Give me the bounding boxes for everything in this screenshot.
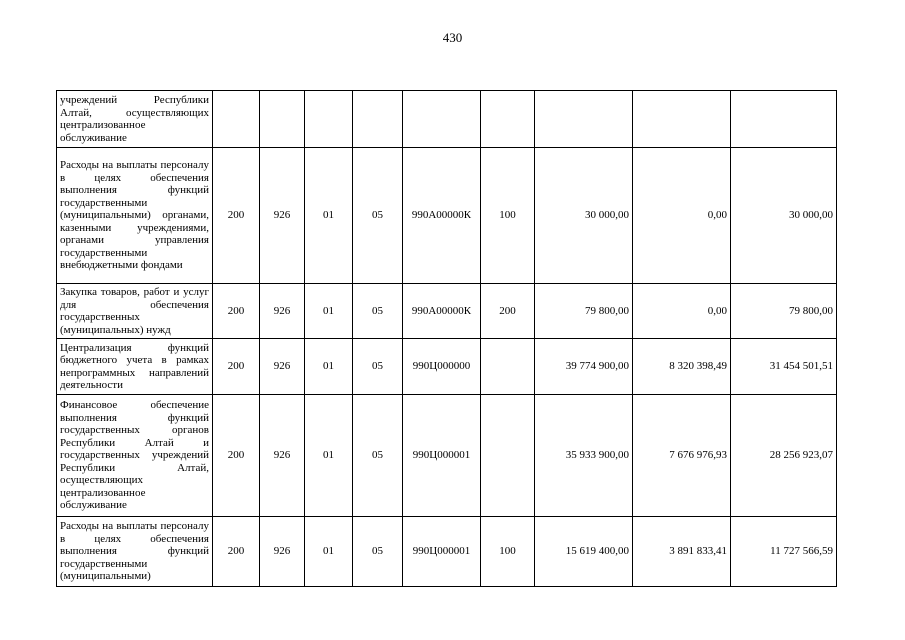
amount-executed-cell: 0,00 [633, 284, 731, 339]
table-row [57, 148, 837, 284]
table-row [57, 284, 837, 339]
target-code-cell: 990Ц000001 [403, 395, 481, 517]
section-code-cell: 01 [305, 395, 353, 517]
department-code-cell: 926 [260, 395, 305, 517]
row-description: Расходы на выплаты персоналу в целях обеспечения выполнения функций государственными (муниципальными) органами, казенными учреждениями, органами управления государственными внебюджетными фондами [57, 148, 213, 284]
row-description: учреждений Республики Алтай, осуществляющих централизованное обслуживание [57, 91, 213, 148]
subsection-code-cell [353, 91, 403, 148]
target-code-cell: 990Ц000000 [403, 339, 481, 395]
admin-code-cell: 200 [213, 517, 260, 587]
row-description: Финансовое обеспечение выполнения функций государственных органов Республики Алтай и государственных учреждений Республики Алтай, осуществляющих централизованное обслуживание [57, 395, 213, 517]
subsection-code-cell: 05 [353, 284, 403, 339]
subsection-code-cell: 05 [353, 517, 403, 587]
section-code-cell: 01 [305, 284, 353, 339]
table-row [57, 91, 837, 148]
amount-plan-cell: 39 774 900,00 [535, 339, 633, 395]
expense-type-cell [481, 339, 535, 395]
section-code-cell [305, 91, 353, 148]
admin-code-cell: 200 [213, 339, 260, 395]
amount-executed-cell [633, 91, 731, 148]
subsection-code-cell: 05 [353, 148, 403, 284]
section-code-cell: 01 [305, 148, 353, 284]
amount-plan-cell: 15 619 400,00 [535, 517, 633, 587]
target-code-cell [403, 91, 481, 148]
expense-type-cell: 200 [481, 284, 535, 339]
amount-executed-cell: 3 891 833,41 [633, 517, 731, 587]
target-code-cell: 990А00000К [403, 148, 481, 284]
subsection-code-cell: 05 [353, 395, 403, 517]
expense-type-cell: 100 [481, 517, 535, 587]
admin-code-cell [213, 91, 260, 148]
admin-code-cell: 200 [213, 148, 260, 284]
amount-executed-cell: 7 676 976,93 [633, 395, 731, 517]
table-row [57, 517, 837, 587]
admin-code-cell: 200 [213, 395, 260, 517]
target-code-cell: 990Ц000001 [403, 517, 481, 587]
expense-type-cell [481, 395, 535, 517]
department-code-cell: 926 [260, 284, 305, 339]
row-description: Закупка товаров, работ и услуг для обеспечения государственных (муниципальных) нужд [57, 284, 213, 339]
amount-plan-cell [535, 91, 633, 148]
table-row [57, 395, 837, 517]
subsection-code-cell: 05 [353, 339, 403, 395]
amount-plan-cell: 30 000,00 [535, 148, 633, 284]
target-code-cell: 990А00000К [403, 284, 481, 339]
department-code-cell: 926 [260, 148, 305, 284]
department-code-cell: 926 [260, 517, 305, 587]
amount-plan-cell: 79 800,00 [535, 284, 633, 339]
amount-remaining-cell: 30 000,00 [731, 148, 837, 284]
department-code-cell: 926 [260, 339, 305, 395]
amount-remaining-cell [731, 91, 837, 148]
row-description: Централизация функций бюджетного учета в рамках непрограммных направлений деятельности [57, 339, 213, 395]
amount-executed-cell: 0,00 [633, 148, 731, 284]
amount-remaining-cell: 28 256 923,07 [731, 395, 837, 517]
section-code-cell: 01 [305, 517, 353, 587]
budget-table [56, 90, 837, 587]
section-code-cell: 01 [305, 339, 353, 395]
admin-code-cell: 200 [213, 284, 260, 339]
expense-type-cell: 100 [481, 148, 535, 284]
page-number: 430 [442, 30, 463, 45]
amount-remaining-cell: 79 800,00 [731, 284, 837, 339]
expense-type-cell [481, 91, 535, 148]
amount-plan-cell: 35 933 900,00 [535, 395, 633, 517]
amount-executed-cell: 8 320 398,49 [633, 339, 731, 395]
table-row [57, 339, 837, 395]
row-description: Расходы на выплаты персоналу в целях обеспечения выполнения функций государственными (муниципальными) [57, 517, 213, 587]
amount-remaining-cell: 11 727 566,59 [731, 517, 837, 587]
amount-remaining-cell: 31 454 501,51 [731, 339, 837, 395]
department-code-cell [260, 91, 305, 148]
